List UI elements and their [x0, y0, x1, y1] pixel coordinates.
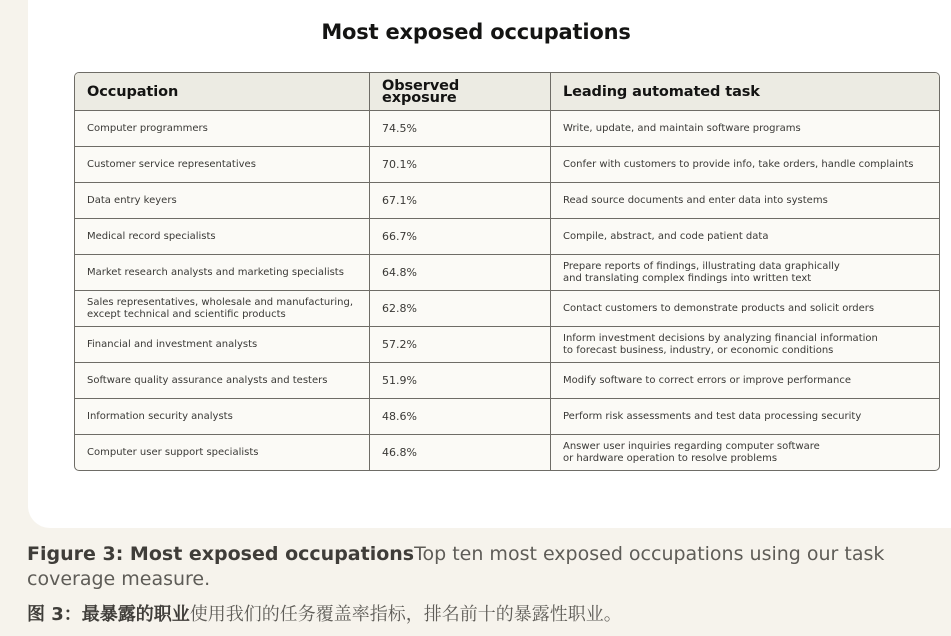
table-row — [75, 182, 939, 218]
table-row — [75, 110, 939, 146]
exposure-cell: 62.8% — [370, 291, 551, 326]
table-row — [75, 254, 939, 290]
exposure-cell: 66.7% — [370, 219, 551, 254]
table-row — [75, 146, 939, 182]
header-observed-exposure: Observed exposure — [370, 73, 551, 110]
table-header-row — [75, 73, 939, 110]
task-cell: Answer user inquiries regarding computer software or hardware operation to resolve problems — [563, 440, 820, 464]
table-row — [75, 398, 939, 434]
task-cell: Contact customers to demonstrate products and solicit orders — [563, 302, 875, 314]
occupation-cell: Market research analysts and marketing specialists — [75, 255, 370, 290]
exposure-cell: 48.6% — [370, 399, 551, 434]
header-leading-automated-task: Leading automated task — [563, 83, 760, 100]
task-cell: Read source documents and enter data into systems — [563, 194, 828, 206]
occupation-cell: Financial and investment analysts — [75, 327, 370, 362]
exposure-cell: 64.8% — [370, 255, 551, 290]
task-cell: Compile, abstract, and code patient data — [563, 230, 769, 242]
task-cell: Inform investment decisions by analyzing financial information to forecast business, industry, or economic conditions — [563, 332, 878, 356]
occupation-cell: Data entry keyers — [75, 183, 370, 218]
table-row — [75, 218, 939, 254]
table-row — [75, 362, 939, 398]
occupation-cell: Computer user support specialists — [75, 435, 370, 470]
task-cell: Perform risk assessments and test data processing security — [563, 410, 862, 422]
figure-title: Most exposed occupations — [321, 20, 631, 44]
occupation-cell: Software quality assurance analysts and testers — [75, 363, 370, 398]
task-cell: Prepare reports of findings, illustrating data graphically and translating complex findings into written text — [563, 260, 840, 284]
exposure-cell: 70.1% — [370, 147, 551, 182]
occupation-cell: Medical record specialists — [75, 219, 370, 254]
table-row — [75, 290, 939, 326]
task-cell: Write, update, and maintain software programs — [563, 122, 801, 134]
occupation-cell: Sales representatives, wholesale and manufacturing, except technical and scientific products — [75, 291, 370, 326]
table-row — [75, 434, 939, 470]
occupation-cell: Computer programmers — [75, 111, 370, 146]
exposure-cell: 57.2% — [370, 327, 551, 362]
task-cell: Modify software to correct errors or improve performance — [563, 374, 852, 386]
caption-zh-text: 使用我们的任务覆盖率指标，排名前十的暴露性职业。 — [189, 604, 622, 625]
exposure-cell: 67.1% — [370, 183, 551, 218]
exposure-cell: 46.8% — [370, 435, 551, 470]
caption-zh-label: 图 3：最暴露的职业 — [27, 604, 190, 625]
occupation-cell: Information security analysts — [75, 399, 370, 434]
caption-label: Figure 3: Most exposed occupations — [27, 543, 415, 565]
occupations-table — [74, 72, 940, 471]
caption-text: Top ten most exposed occupations using our task coverage measure. — [27, 543, 885, 590]
occupation-cell: Customer service representatives — [75, 147, 370, 182]
figure-caption-chinese — [27, 602, 927, 628]
task-cell: Confer with customers to provide info, take orders, handle complaints — [563, 158, 914, 170]
exposure-cell: 51.9% — [370, 363, 551, 398]
table-row — [75, 326, 939, 362]
header-occupation: Occupation — [75, 73, 370, 110]
figure-caption — [27, 542, 927, 592]
exposure-cell: 74.5% — [370, 111, 551, 146]
